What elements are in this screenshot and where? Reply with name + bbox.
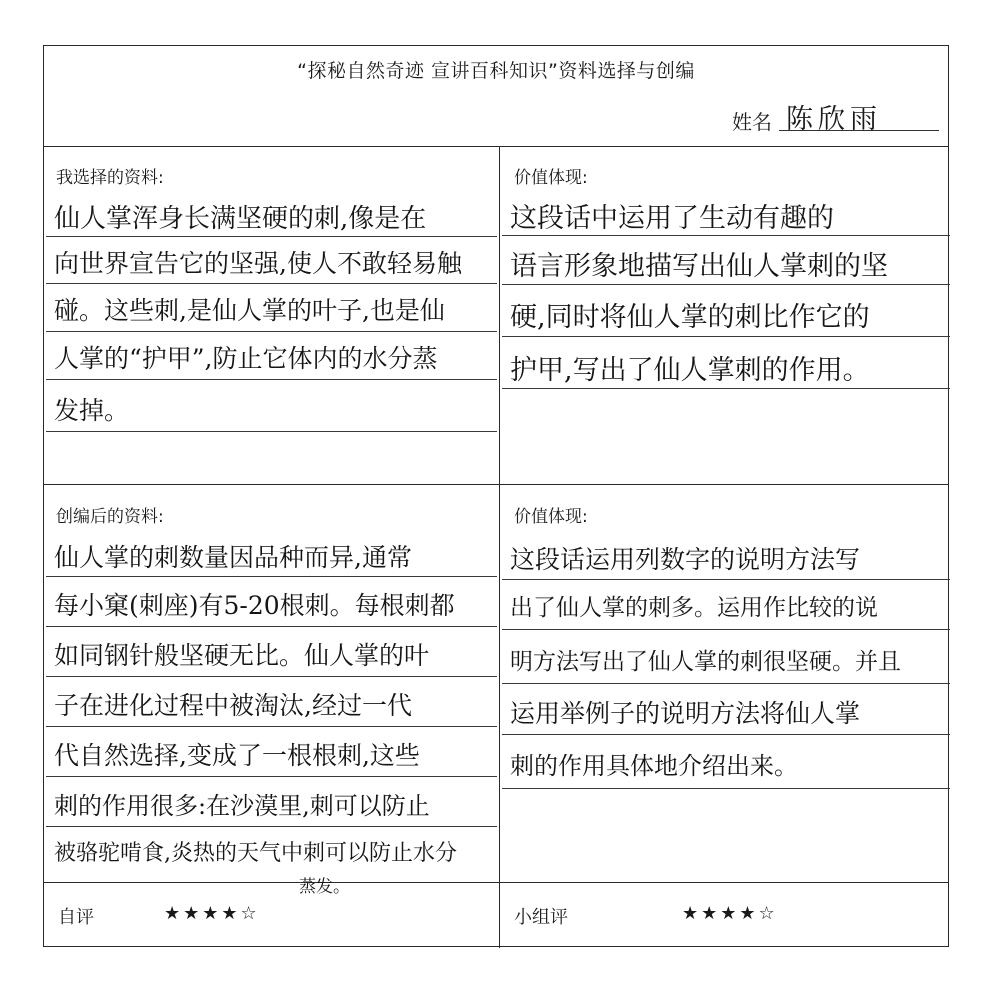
group-evaluation-stars: ★★★★☆	[682, 903, 778, 924]
created-line: 仙人掌的刺数量因品种而异,通常	[54, 543, 412, 572]
worksheet	[43, 45, 949, 947]
value-line: 这段话中运用了生动有趣的	[510, 203, 834, 234]
value-line: 出了仙人掌的刺多。运用作比较的说	[510, 595, 878, 621]
created-line: 刺的作用很多:在沙漠里,刺可以防止	[54, 792, 430, 820]
created-material-title: 创编后的资料:	[56, 507, 164, 527]
ruled-line	[502, 734, 950, 735]
ruled-line	[502, 629, 950, 630]
ruled-line	[502, 683, 950, 684]
created-line: 子在进化过程中被淘汰,经过一代	[54, 691, 412, 720]
ruled-line	[46, 776, 497, 777]
value-line: 语言形象地描写出仙人掌刺的坚	[510, 251, 888, 282]
ruled-line	[46, 726, 497, 727]
created-overflow: 蒸发。	[299, 877, 350, 897]
student-name: 陈欣雨	[786, 104, 882, 135]
value-line: 硬,同时将仙人掌的刺比作它的	[510, 302, 870, 333]
name-label: 姓名	[732, 110, 772, 134]
selected-line: 向世界宣告它的坚强,使人不敢轻易触	[54, 249, 462, 278]
value-line: 运用举例子的说明方法将仙人掌	[510, 699, 861, 728]
selected-line: 碰。这些刺,是仙人掌的叶子,也是仙	[54, 296, 445, 325]
value-line: 刺的作用具体地介绍出来。	[510, 752, 798, 780]
created-line: 每小窠(刺座)有5-20根刺。每根刺都	[54, 591, 455, 620]
self-evaluation-stars: ★★★★☆	[164, 903, 260, 924]
evaluation-divider	[44, 882, 948, 883]
group-evaluation-label: 小组评	[514, 907, 568, 928]
ruled-line	[46, 676, 497, 677]
created-line: 被骆驼啃食,炎热的天气中刺可以防止水分	[54, 841, 457, 866]
created-line: 如同钢针般坚硬无比。仙人掌的叶	[54, 641, 430, 670]
selected-line: 人掌的“护甲”,防止它体内的水分蒸	[54, 344, 438, 373]
selected-line: 发掉。	[54, 396, 130, 425]
ruled-line	[46, 826, 497, 827]
ruled-line	[502, 284, 950, 285]
value-line: 护甲,写出了仙人掌刺的作用。	[510, 355, 870, 386]
selected-material-title: 我选择的资料:	[56, 168, 164, 188]
worksheet-title: “探秘自然奇迹 宣讲百科知识”资料选择与创编	[297, 60, 695, 82]
value-line: 这段话运用列数字的说明方法写	[510, 545, 861, 574]
ruled-line	[502, 235, 950, 236]
ruled-line	[46, 626, 497, 627]
ruled-line	[46, 236, 497, 237]
middle-divider	[44, 484, 948, 485]
self-evaluation-label: 自评	[58, 907, 94, 928]
ruled-line	[502, 788, 950, 789]
header-divider	[44, 146, 948, 147]
ruled-line	[46, 283, 497, 284]
name-underline	[779, 130, 939, 131]
ruled-line	[46, 331, 497, 332]
column-divider	[499, 146, 500, 948]
ruled-line	[502, 579, 950, 580]
selected-line: 仙人掌浑身长满坚硬的刺,像是在	[54, 204, 427, 234]
ruled-line	[502, 336, 950, 337]
ruled-line	[502, 388, 950, 389]
value-line: 明方法写出了仙人掌的刺很坚硬。并且	[510, 649, 901, 675]
value-reflection-title: 价值体现:	[514, 168, 588, 188]
ruled-line	[46, 576, 497, 577]
created-line: 代自然选择,变成了一根根刺,这些	[54, 741, 420, 770]
ruled-line	[46, 431, 497, 432]
value-reflection-title: 价值体现:	[514, 507, 588, 527]
ruled-line	[46, 379, 497, 380]
